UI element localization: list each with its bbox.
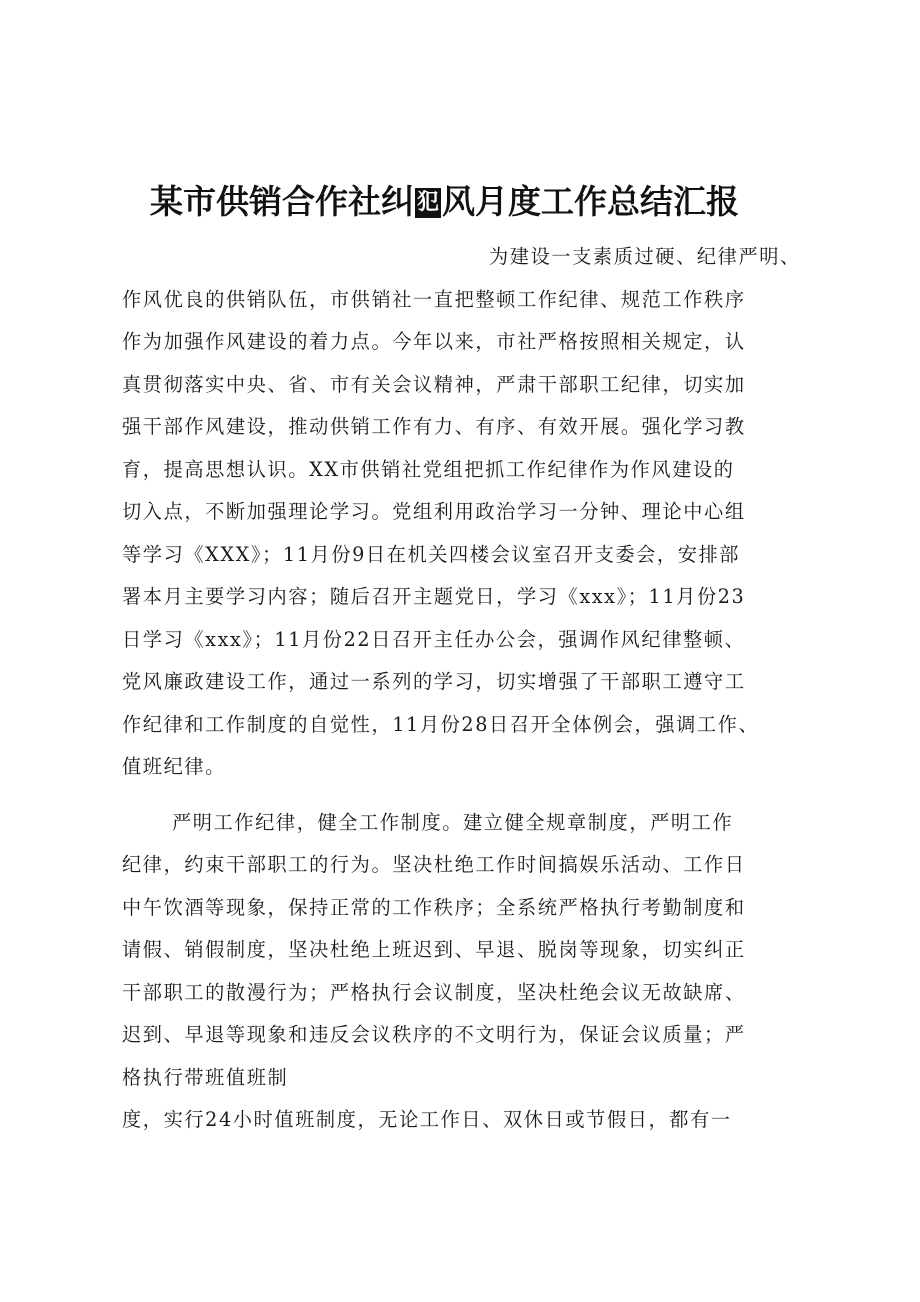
text-line: 中午饮酒等现象，保持正常的工作秩序；全系统严格执行考勤制度和 xyxy=(122,895,746,919)
text-line: 值班纪律。 xyxy=(122,755,226,778)
text-line: 度，实行24小时值班制度，无论工作日、双休日或节假日，都有一 xyxy=(122,1108,732,1131)
title-text-part2: 风月度工作总结汇报 xyxy=(442,182,740,221)
text-line: 严明工作纪律，健全工作制度。建立健全规章制度，严明工作 xyxy=(172,810,734,834)
text-line: 切入点，不断加强理论学习。党组利用政治学习一分钟、理论中心组 xyxy=(122,500,746,523)
text-line: 真贯彻落实中央、省、市有关会议精神，严肃干部职工纪律，切实加 xyxy=(122,372,746,396)
text-line: 作纪律和工作制度的自觉性，11月份28日召开全体例会，强调工作、 xyxy=(122,712,760,736)
text-line: 日学习《xxx》；11月份22日召开主任办公会，强调作风纪律整顿、 xyxy=(122,627,746,651)
paragraph-gap xyxy=(122,789,822,802)
title-stamp-glyph: 犯 xyxy=(415,188,441,218)
paragraph xyxy=(122,236,822,789)
text-line: 等学习《XXX》；11月份9日在机关四楼会议室召开支委会，安排部 xyxy=(122,542,741,566)
text-line: 强干部作风建设，推动供销工作有力、有序、有效开展。强化学习教 xyxy=(122,415,746,438)
text-line: 纪律，约束干部职工的行为。坚决杜绝工作时间搞娱乐活动、工作日 xyxy=(122,853,746,876)
text-line: 干部职工的散漫行为；严格执行会议制度，坚决杜绝会议无故缺席、 xyxy=(122,980,746,1004)
text-line: 署本月主要学习内容；随后召开主题党日，学习《xxx》；11月份23 xyxy=(122,585,746,608)
text-line: 格执行带班值班制 xyxy=(122,1065,289,1089)
text-line: 育，提高思想认识。XX市供销社党组把抓工作纪律作为作风建设的 xyxy=(122,457,735,481)
paragraph xyxy=(122,1099,822,1142)
text-line: 作风优良的供销队伍，市供销社一直把整顿工作纪律、规范工作秩序 xyxy=(122,287,746,311)
document-title xyxy=(150,176,790,223)
text-line: 为建设一支素质过硬、纪律严明、 xyxy=(489,245,801,268)
paragraph xyxy=(122,802,822,1100)
document-body xyxy=(122,236,822,1142)
title-text-part1: 某市供销合作社纠 xyxy=(150,182,414,221)
text-line: 党风廉政建设工作，通过一系列的学习，切实增强了干部职工遵守工 xyxy=(122,670,746,693)
text-line: 迟到、早退等现象和违反会议秩序的不文明行为，保证会议质量；严 xyxy=(122,1023,746,1046)
text-line: 作为加强作风建设的着力点。今年以来，市社严格按照相关规定，认 xyxy=(122,330,746,353)
text-line: 请假、销假制度，坚决杜绝上班迟到、早退、脱岗等现象，切实纠正 xyxy=(122,938,746,961)
